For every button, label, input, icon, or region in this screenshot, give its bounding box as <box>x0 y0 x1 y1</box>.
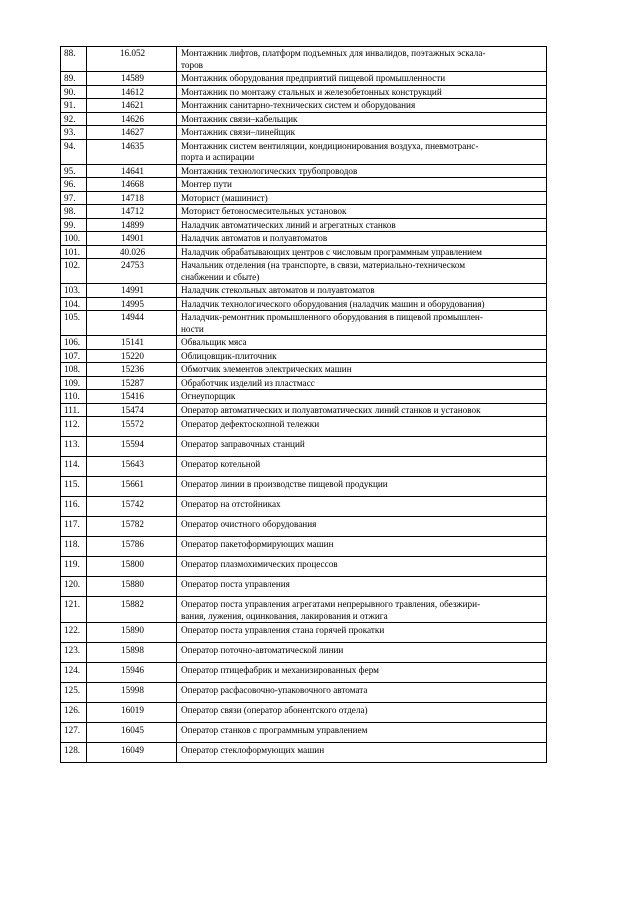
profession-name-line: снабжении и сбыте) <box>181 271 260 282</box>
profession-name <box>177 403 547 417</box>
table-row <box>61 349 547 363</box>
profession-code: 15998 <box>87 683 177 703</box>
profession-name-line: Оператор пакетоформирующих машин <box>181 539 334 549</box>
table-row <box>61 743 547 763</box>
profession-name <box>177 164 547 178</box>
profession-code: 14718 <box>87 191 177 205</box>
table-row <box>61 284 547 298</box>
row-number: 128. <box>61 743 87 763</box>
profession-name <box>177 703 547 723</box>
table-row <box>61 363 547 377</box>
profession-name-line: Оператор расфасовочно-упаковочного автомата <box>181 685 368 695</box>
profession-name <box>177 47 547 72</box>
profession-name <box>177 457 547 477</box>
profession-code: 14641 <box>87 164 177 178</box>
row-number: 104. <box>61 297 87 311</box>
table-row <box>61 703 547 723</box>
profession-name <box>177 232 547 246</box>
profession-code: 15287 <box>87 376 177 390</box>
profession-name <box>177 297 547 311</box>
row-number: 108. <box>61 363 87 377</box>
table-row <box>61 191 547 205</box>
row-number: 94. <box>61 139 87 164</box>
profession-name-line: Наладчик автоматов и полуавтоматов <box>181 233 328 243</box>
profession-name-line: порта и аспирации <box>181 152 255 162</box>
profession-name-line: Наладчик автоматических линий и агрегатных станков <box>181 219 396 230</box>
profession-name-line: Оператор автоматических и полуавтоматических линий станков и установок <box>181 404 481 415</box>
profession-name <box>177 623 547 643</box>
row-number: 125. <box>61 683 87 703</box>
profession-name-line: Оператор стеклоформующих машин <box>181 745 325 755</box>
professions-table-body <box>61 47 547 763</box>
table-row <box>61 178 547 192</box>
profession-code: 16.052 <box>87 47 177 72</box>
table-row <box>61 417 547 437</box>
profession-code: 15786 <box>87 537 177 557</box>
profession-code: 15880 <box>87 577 177 597</box>
profession-name-line: Обработчик изделий из пластмасс <box>181 377 315 388</box>
profession-name-line: Обвальщик мяса <box>181 337 247 347</box>
row-number: 100. <box>61 232 87 246</box>
profession-name-line: Оператор поста управления агрегатами непрерывного травления, обезжири- <box>181 599 481 609</box>
profession-name-line: Монтажник санитарно-технических систем и оборудования <box>181 100 416 110</box>
profession-name-line: Оператор связи (оператор абонентского отдела) <box>181 705 368 715</box>
profession-code: 14899 <box>87 218 177 232</box>
profession-code: 14626 <box>87 112 177 126</box>
profession-code: 16045 <box>87 723 177 743</box>
profession-name <box>177 643 547 663</box>
profession-name <box>177 663 547 683</box>
profession-code: 16019 <box>87 703 177 723</box>
profession-name-line: Оператор станков с программным управлением <box>181 725 368 735</box>
row-number: 124. <box>61 663 87 683</box>
table-row <box>61 663 547 683</box>
profession-name <box>177 139 547 164</box>
table-row <box>61 139 547 164</box>
profession-name <box>177 517 547 537</box>
row-number: 106. <box>61 336 87 350</box>
profession-code: 40.026 <box>87 245 177 259</box>
profession-code: 14712 <box>87 205 177 219</box>
table-row <box>61 597 547 623</box>
table-row <box>61 457 547 477</box>
profession-name-line: Моторист (машинист) <box>181 192 268 203</box>
row-number: 97. <box>61 191 87 205</box>
profession-name <box>177 218 547 232</box>
profession-code: 14944 <box>87 311 177 336</box>
profession-name <box>177 349 547 363</box>
profession-name <box>177 683 547 703</box>
profession-code: 15898 <box>87 643 177 663</box>
profession-name-line: ности <box>181 323 204 334</box>
table-row <box>61 643 547 663</box>
profession-name-line: Монтажник технологических трубопроводов <box>181 165 358 176</box>
profession-name-line: Наладчик обрабатывающих центров с числовым программным управлением <box>181 246 482 257</box>
profession-name <box>177 723 547 743</box>
row-number: 114. <box>61 457 87 477</box>
profession-name-line: Начальник отделения (на транспорте, в связи, материально-техническом <box>181 260 466 270</box>
profession-name-line: Оператор плазмохимических процессов <box>181 559 338 569</box>
profession-code: 14589 <box>87 72 177 86</box>
profession-name <box>177 363 547 377</box>
profession-code: 15141 <box>87 336 177 350</box>
profession-code: 14668 <box>87 178 177 192</box>
profession-code: 15742 <box>87 497 177 517</box>
profession-code: 16049 <box>87 743 177 763</box>
table-row <box>61 47 547 72</box>
profession-name <box>177 497 547 517</box>
profession-name <box>177 99 547 113</box>
table-row <box>61 245 547 259</box>
profession-name-line: Монтер пути <box>181 179 232 189</box>
profession-name-line: Наладчик-ремонтник промышленного оборудования в пищевой промышлен- <box>181 312 483 322</box>
row-number: 126. <box>61 703 87 723</box>
profession-name-line: Оператор линии в производстве пищевой продукции <box>181 479 388 489</box>
profession-code: 15643 <box>87 457 177 477</box>
table-row <box>61 403 547 417</box>
profession-name <box>177 284 547 298</box>
table-row <box>61 437 547 457</box>
row-number: 117. <box>61 517 87 537</box>
profession-name <box>177 336 547 350</box>
profession-code: 14995 <box>87 297 177 311</box>
profession-name <box>177 245 547 259</box>
row-number: 91. <box>61 99 87 113</box>
row-number: 120. <box>61 577 87 597</box>
profession-name-line: Монтажник оборудования предприятий пищевой промышленности <box>181 73 446 83</box>
row-number: 122. <box>61 623 87 643</box>
row-number: 111. <box>61 403 87 417</box>
profession-name-line: Наладчик стекольных автоматов и полуавтоматов <box>181 285 375 295</box>
row-number: 89. <box>61 72 87 86</box>
table-row <box>61 311 547 336</box>
row-number: 113. <box>61 437 87 457</box>
row-number: 102. <box>61 259 87 284</box>
row-number: 127. <box>61 723 87 743</box>
row-number: 115. <box>61 477 87 497</box>
profession-name-line: Монтажник связи–кабельщик <box>181 113 298 124</box>
profession-name-line: вания, лужения, оцинкования, лакирования и отжига <box>181 610 388 621</box>
profession-name-line: Монтажник систем вентиляции, кондиционирования воздуха, пневмотранс- <box>181 140 479 151</box>
profession-name-line: Оператор дефектоскопной тележки <box>181 419 320 429</box>
row-number: 92. <box>61 112 87 126</box>
table-row <box>61 557 547 577</box>
row-number: 112. <box>61 417 87 437</box>
profession-code: 14901 <box>87 232 177 246</box>
profession-name <box>177 537 547 557</box>
profession-code: 15236 <box>87 363 177 377</box>
table-row <box>61 376 547 390</box>
profession-name-line: Монтажник по монтажу стальных и железобетонных конструкций <box>181 86 442 97</box>
profession-code: 15800 <box>87 557 177 577</box>
table-row <box>61 297 547 311</box>
profession-code: 14612 <box>87 85 177 99</box>
profession-code: 14627 <box>87 126 177 140</box>
row-number: 103. <box>61 284 87 298</box>
profession-code: 15946 <box>87 663 177 683</box>
profession-name <box>177 477 547 497</box>
table-row <box>61 497 547 517</box>
profession-name <box>177 85 547 99</box>
table-row <box>61 99 547 113</box>
profession-code: 14635 <box>87 139 177 164</box>
row-number: 96. <box>61 178 87 192</box>
table-row <box>61 126 547 140</box>
row-number: 121. <box>61 597 87 623</box>
table-row <box>61 112 547 126</box>
table-row <box>61 72 547 86</box>
row-number: 119. <box>61 557 87 577</box>
table-row <box>61 336 547 350</box>
table-row <box>61 577 547 597</box>
profession-name <box>177 390 547 404</box>
profession-name <box>177 557 547 577</box>
profession-name <box>177 205 547 219</box>
profession-name <box>177 437 547 457</box>
profession-name <box>177 112 547 126</box>
profession-name <box>177 126 547 140</box>
profession-name-line: Оператор поста управления <box>181 579 290 589</box>
profession-name-line: Оператор птицефабрик и механизированных ферм <box>181 665 379 675</box>
table-row <box>61 683 547 703</box>
table-row <box>61 723 547 743</box>
profession-name-line: Оператор очистного оборудования <box>181 519 317 529</box>
professions-table <box>60 46 547 763</box>
profession-name <box>177 72 547 86</box>
row-number: 95. <box>61 164 87 178</box>
profession-name <box>177 417 547 437</box>
profession-code: 15594 <box>87 437 177 457</box>
profession-name-line: Оператор котельной <box>181 459 261 469</box>
profession-name-line: Монтажник лифтов, платформ подъемных для инвалидов, поэтажных эскала- <box>181 48 486 58</box>
profession-code: 15882 <box>87 597 177 623</box>
table-row <box>61 477 547 497</box>
row-number: 110. <box>61 390 87 404</box>
profession-name-line: Оператор поточно-автоматической линии <box>181 645 344 655</box>
table-row <box>61 205 547 219</box>
profession-name-line: Облицовщик-плиточник <box>181 350 277 361</box>
row-number: 88. <box>61 47 87 72</box>
row-number: 118. <box>61 537 87 557</box>
profession-name <box>177 178 547 192</box>
table-row <box>61 232 547 246</box>
profession-code: 14991 <box>87 284 177 298</box>
profession-name-line: Оператор на отстойниках <box>181 499 281 509</box>
table-row <box>61 390 547 404</box>
profession-code: 15661 <box>87 477 177 497</box>
row-number: 101. <box>61 245 87 259</box>
table-row <box>61 218 547 232</box>
profession-name <box>177 191 547 205</box>
profession-name-line: Оператор поста управления стана горячей прокатки <box>181 625 385 635</box>
row-number: 107. <box>61 349 87 363</box>
profession-name <box>177 577 547 597</box>
profession-name <box>177 597 547 623</box>
profession-name-line: Моторист бетоносмесительных установок <box>181 206 347 216</box>
row-number: 109. <box>61 376 87 390</box>
table-row <box>61 259 547 284</box>
profession-code: 14621 <box>87 99 177 113</box>
profession-code: 15416 <box>87 390 177 404</box>
profession-name <box>177 311 547 336</box>
profession-name <box>177 376 547 390</box>
profession-name-line: Монтажник связи–линейщик <box>181 127 296 137</box>
table-row <box>61 85 547 99</box>
profession-code: 15572 <box>87 417 177 437</box>
profession-name-line: Обмотчик элементов электрических машин <box>181 364 352 374</box>
row-number: 98. <box>61 205 87 219</box>
profession-name <box>177 743 547 763</box>
profession-name-line: Наладчик технологического оборудования (наладчик машин и оборудования) <box>181 298 485 309</box>
table-row <box>61 623 547 643</box>
profession-name-line: Огнеупорщик <box>181 391 236 401</box>
profession-name-line: Оператор заправочных станций <box>181 439 305 449</box>
row-number: 93. <box>61 126 87 140</box>
table-row <box>61 537 547 557</box>
profession-code: 15890 <box>87 623 177 643</box>
profession-name <box>177 259 547 284</box>
table-row <box>61 164 547 178</box>
profession-code: 15782 <box>87 517 177 537</box>
profession-code: 15220 <box>87 349 177 363</box>
profession-code: 24753 <box>87 259 177 284</box>
row-number: 116. <box>61 497 87 517</box>
row-number: 105. <box>61 311 87 336</box>
profession-code: 15474 <box>87 403 177 417</box>
table-row <box>61 517 547 537</box>
row-number: 90. <box>61 85 87 99</box>
profession-name-line: торов <box>181 59 204 70</box>
row-number: 123. <box>61 643 87 663</box>
row-number: 99. <box>61 218 87 232</box>
